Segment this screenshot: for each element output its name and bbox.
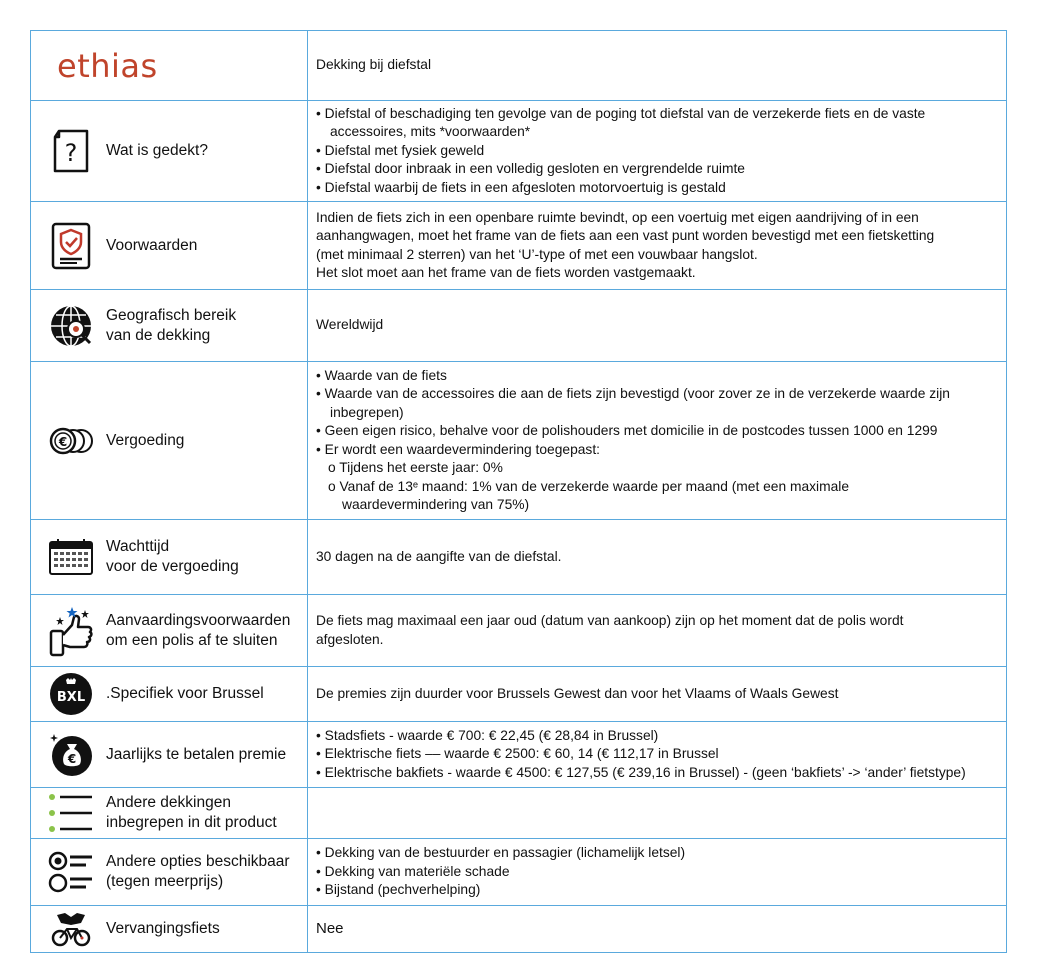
- row-label-line2: om een polis af te sluiten: [106, 631, 278, 649]
- list-item: accessoires, mits *voorwaarden*: [330, 124, 531, 140]
- text-line: (met minimaal 2 sterren) van het ‘U’-type of met een vouwbaar hangslot.: [316, 246, 758, 262]
- row-label: Vergoeding: [106, 431, 185, 449]
- list-item: • Diefstal door inbraak in een volledig gesloten en vergrendelde ruimte: [316, 161, 745, 177]
- table-row: [31, 595, 1007, 667]
- row-label: Wat is gedekt?: [106, 142, 208, 159]
- svg-text:€: €: [58, 434, 68, 449]
- table-row: [31, 362, 1007, 520]
- table-row: [31, 839, 1007, 906]
- row-label: Geografisch bereik: [106, 306, 237, 324]
- list-item: • Diefstal waarbij de fiets in een afgesloten motorvoertuig is gestald: [316, 179, 726, 195]
- row-label: Andere opties beschikbaar: [106, 853, 290, 870]
- table-row: [31, 202, 1007, 290]
- list-item: • Dekking van de bestuurder en passagier (lichamelijk letsel): [316, 845, 686, 861]
- thumbs-up-phone-icon: [48, 608, 94, 654]
- radio-options-icon: [48, 849, 94, 895]
- list-item: • Elektrische bakfiets - waarde € 4500: € 127,55 (€ 239,16 in Brussel) - (geen ‘bakfiets’ -> ‘ander’ fietstype): [316, 764, 966, 780]
- globe-search-icon: [48, 303, 94, 349]
- row-label: Voorwaarden: [106, 236, 198, 254]
- list-item: inbegrepen): [330, 404, 404, 420]
- list-subitem: waardevermindering van 75%): [342, 497, 530, 512]
- list-subitem: o Tijdens het eerste jaar: 0%: [328, 460, 503, 475]
- table-row: [31, 906, 1007, 953]
- table-row: [31, 290, 1007, 362]
- row-label: Vervangingsfiets: [106, 920, 220, 937]
- text-line: afgesloten.: [316, 631, 384, 647]
- calendar-icon: [48, 534, 94, 580]
- table-row: [31, 520, 1007, 595]
- coverage-table: [30, 30, 1007, 953]
- bicycle-handshake-icon: [48, 906, 94, 952]
- list-item: • Geen eigen risico, behalve voor de polishouders met domicilie in de postcodes tussen 1000 en 1299: [316, 423, 938, 438]
- row-value: Wereldwijd: [316, 317, 384, 333]
- table-row: [31, 667, 1007, 722]
- list-subitem: o Vanaf de 13ᵉ maand: 1% van de verzekerde waarde per maand (met een maximale: [328, 478, 850, 494]
- text-line: Het slot moet aan het frame van de fiets worden vastgemaakt.: [316, 265, 696, 280]
- svg-text:?: ?: [64, 139, 78, 167]
- row-label: Wachttijd: [106, 538, 170, 555]
- row-label-line2: (tegen meerprijs): [106, 873, 224, 890]
- table-row: [31, 722, 1007, 788]
- row-label: Andere dekkingen: [106, 794, 231, 811]
- list-item: • Waarde van de accessoires die aan de fiets zijn bevestigd (voor zover ze in de verzekerde waarde zijn: [316, 386, 950, 401]
- money-bag-icon: [48, 732, 94, 778]
- list-item: • Bijstand (pechverhelping): [316, 882, 481, 898]
- list-item: • Dekking van materiële schade: [316, 863, 510, 879]
- row-label-line2: voor de vergoeding: [106, 558, 239, 575]
- question-document-icon: [48, 128, 94, 174]
- row-label: Jaarlijks te betalen premie: [106, 745, 287, 763]
- bullet-list-icon: [48, 790, 94, 836]
- list-item: • Waarde van de fiets: [316, 367, 447, 383]
- coins-icon: [48, 418, 94, 464]
- row-value: De premies zijn duurder voor Brussels Gewest dan voor het Vlaams of Waals Gewest: [316, 685, 839, 701]
- text-line: De fiets mag maximaal een jaar oud (datum van aankoop) zijn op het moment dat de polis wordt: [316, 613, 904, 628]
- empty-cell: [308, 788, 1007, 839]
- table-row: [31, 788, 1007, 839]
- header-title: Dekking bij diefstal: [316, 57, 432, 73]
- row-label-line2: inbegrepen in dit product: [106, 814, 277, 831]
- bxl-badge-text: BXL: [56, 690, 86, 705]
- row-value: 30 dagen na de aangifte van de diefstal.: [316, 548, 562, 564]
- table-row: [31, 101, 1007, 202]
- certificate-shield-icon: [48, 223, 94, 269]
- text-line: Indien de fiets zich in een openbare ruimte bevindt, op een voertuig met eigen aandrijving of in een: [316, 209, 919, 225]
- bxl-badge-icon: [48, 671, 94, 717]
- row-label: Aanvaardingsvoorwaarden: [106, 611, 291, 629]
- text-line: aanhangwagen, moet het frame van de fiets aan een vast punt worden bevestigd met een fietsketting: [316, 228, 935, 243]
- list-item: • Stadsfiets - waarde € 700: € 22,45 (€ 28,84 in Brussel): [316, 727, 659, 743]
- header-cell: [308, 31, 1007, 101]
- list-item: • Diefstal met fysiek geweld: [316, 142, 485, 158]
- row-value: Nee: [316, 919, 344, 937]
- logo-cell: [31, 31, 308, 101]
- row-label: .Specifiek voor Brussel: [106, 685, 264, 702]
- list-item: • Diefstal of beschadiging ten gevolge van de poging tot diefstal van de verzekerde fiets en de vaste: [316, 105, 926, 121]
- ethias-logo: ethias: [57, 46, 158, 85]
- table-row: [31, 31, 1007, 101]
- row-label-line2: van de dekking: [106, 326, 211, 344]
- svg-text:€: €: [67, 751, 77, 766]
- list-item: • Er wordt een waardevermindering toegepast:: [316, 441, 600, 457]
- list-item: • Elektrische fiets –– waarde € 2500: € 60, 14 (€ 112,17 in Brussel: [316, 746, 719, 762]
